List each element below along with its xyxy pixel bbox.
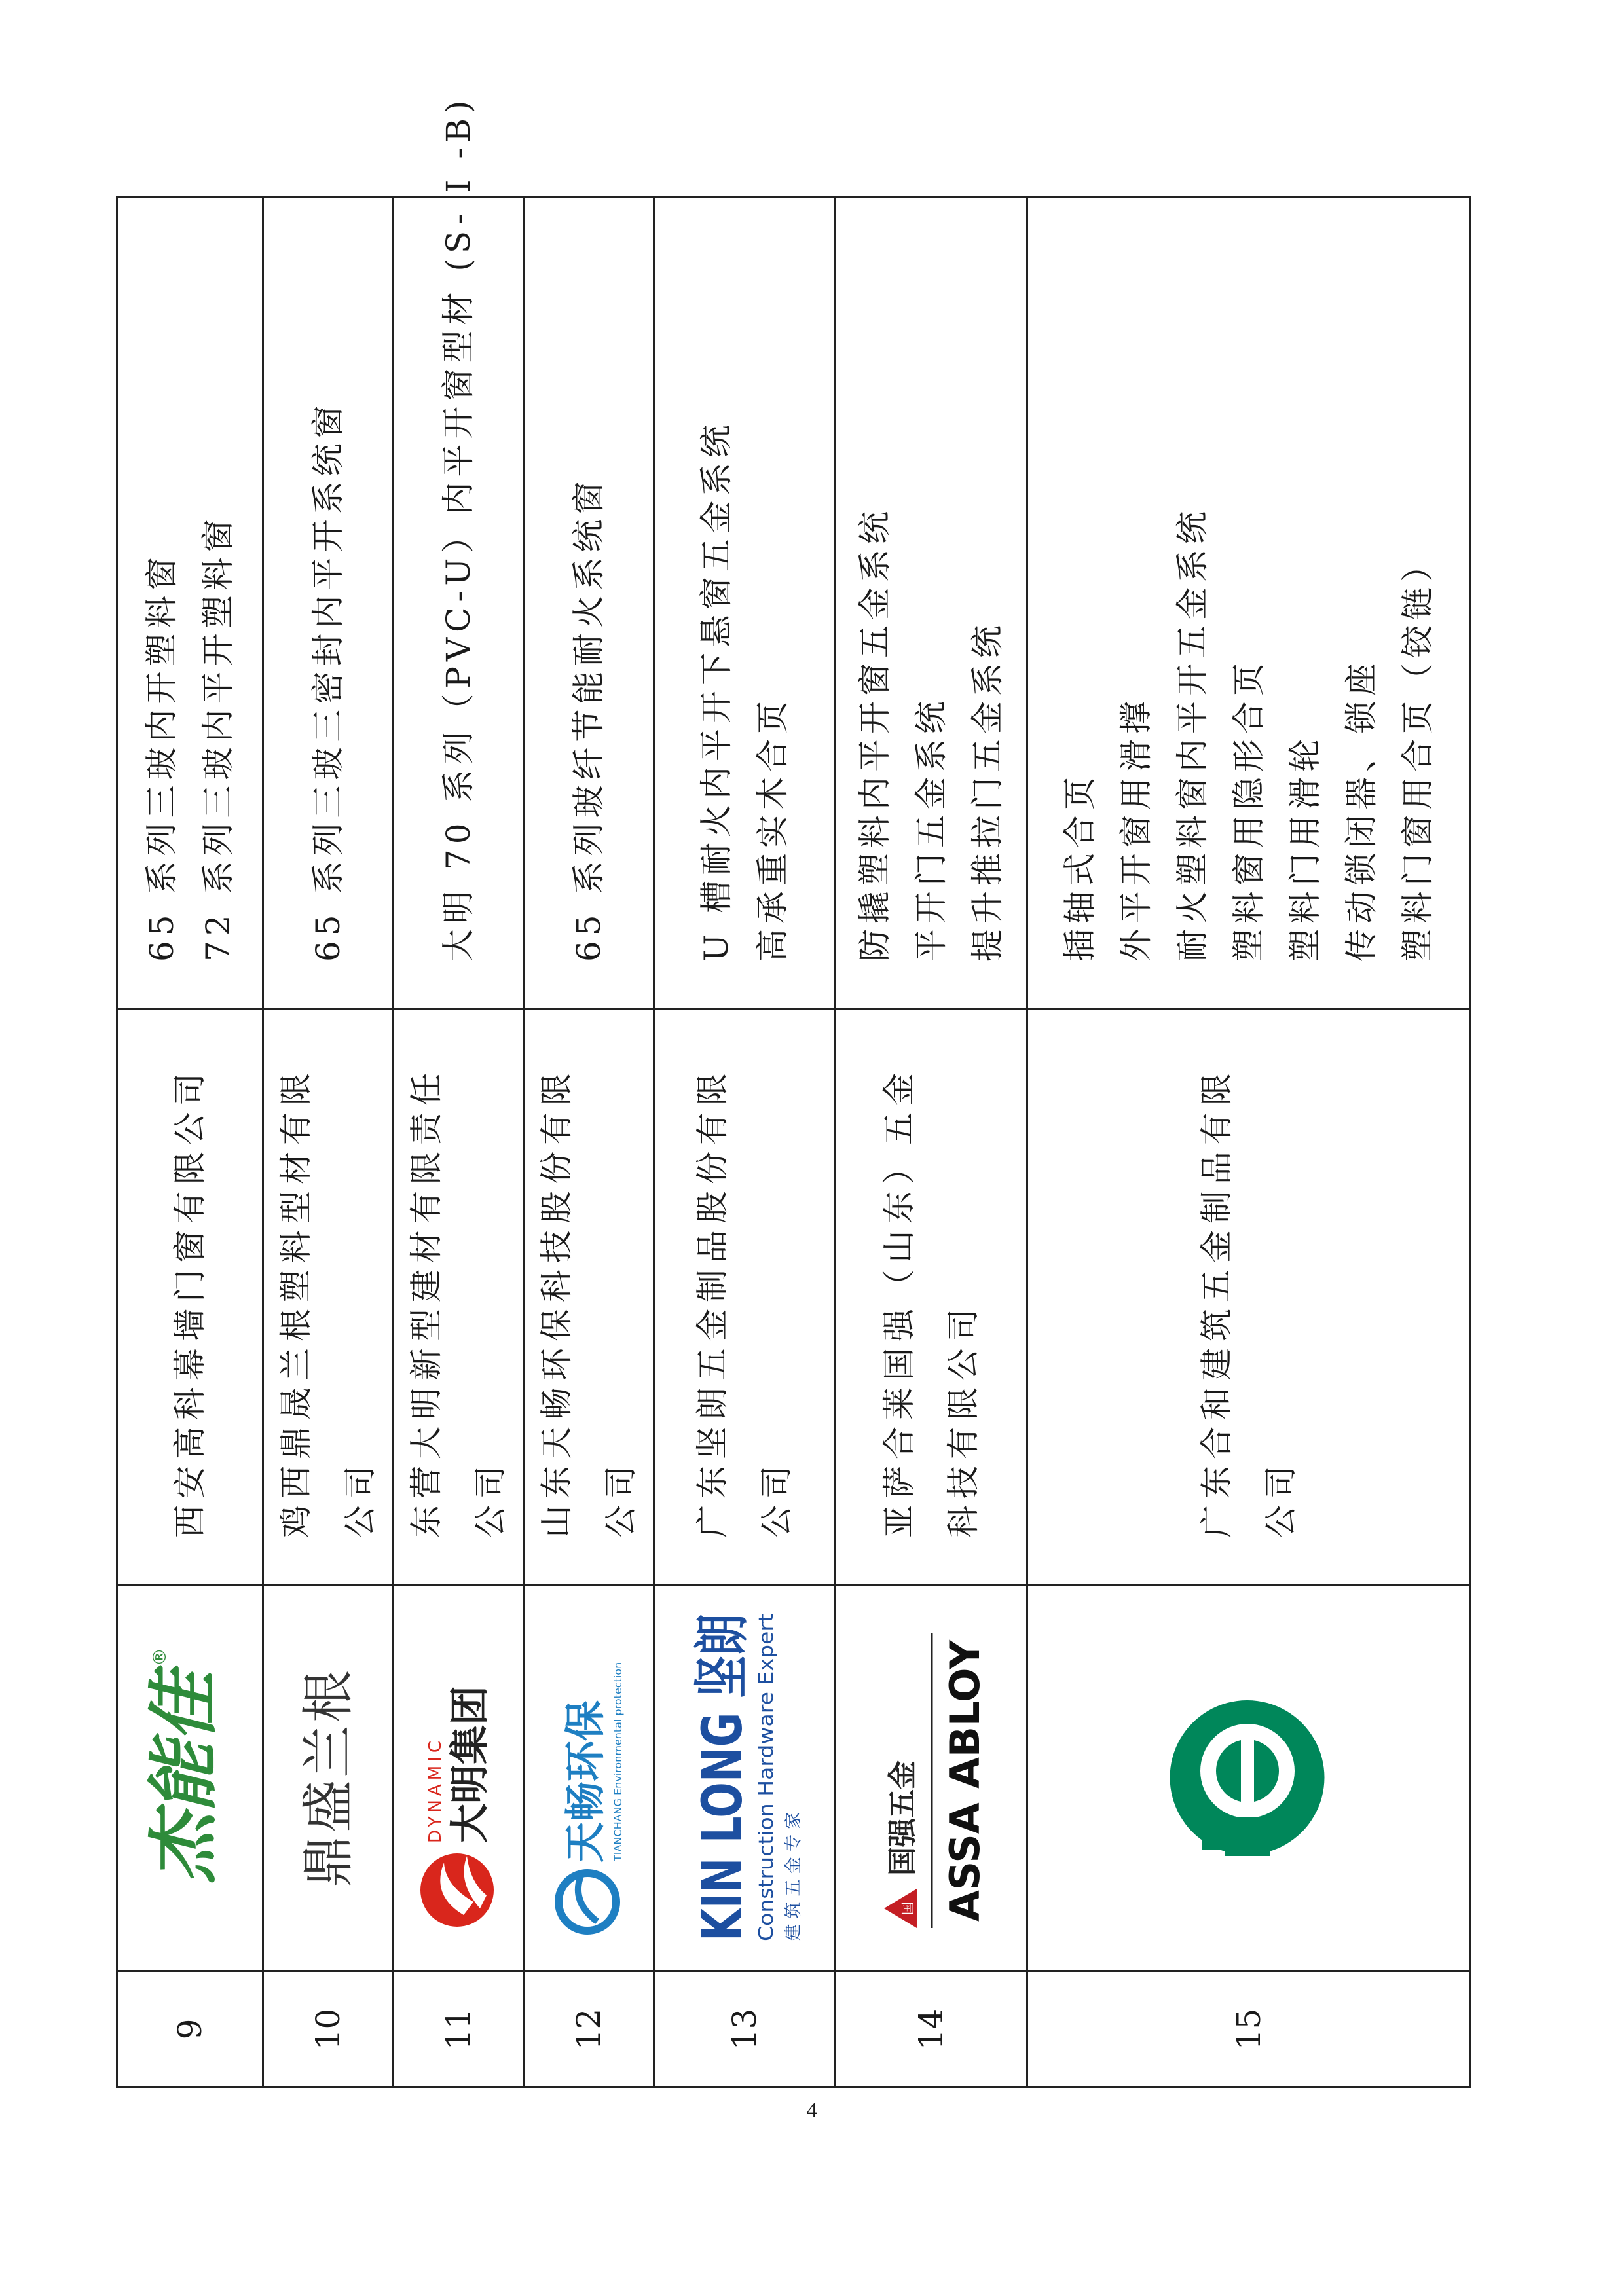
row-number: 11 <box>394 1971 524 2088</box>
logo-subtext-cn: 建 筑 五 金 专 家 <box>784 1812 803 1942</box>
product-item: 大明 70 系列（PVC-U）内平开窗型材 (S- I -B) <box>439 95 477 962</box>
row-number: 10 <box>263 1971 394 2088</box>
row-number: 14 <box>836 1971 1027 2088</box>
product-item: 外平开窗用滑撑 <box>1116 696 1155 962</box>
company-name: 东营大明新型建材有限责任公司 <box>394 1009 524 1585</box>
registered-mark: ® <box>149 1648 170 1667</box>
logo-text: KIN LONG 坚朗 <box>690 1601 754 1942</box>
hehe-logo <box>1156 1686 1339 1870</box>
product-item: 插轴式合页 <box>1060 772 1099 962</box>
row-number: 9 <box>117 1971 263 2088</box>
product-list <box>654 197 836 1009</box>
company-logo <box>117 1585 263 1971</box>
guoqiang-triangle-icon <box>884 1889 917 1929</box>
product-item: 65 系列三玻内开塑料窗 <box>143 552 181 962</box>
product-list <box>524 197 654 1009</box>
product-item: 塑料门窗用合页（铰链） <box>1398 544 1437 962</box>
guoqiang-assa-abloy-logo <box>855 1608 1005 1948</box>
company-logo <box>836 1585 1027 1971</box>
product-list <box>836 197 1027 1009</box>
company-name: 山东天畅环保科技股份有限公司 <box>524 1009 654 1585</box>
product-item: 传动锁闭器、锁座 <box>1342 658 1380 962</box>
product-item: 塑料门用滑轮 <box>1285 734 1324 962</box>
certification-table <box>116 95 1471 2088</box>
product-list <box>117 197 263 1009</box>
company-logo <box>263 1585 394 1971</box>
product-item: 65 系列玻纤节能耐火系统窗 <box>570 476 608 962</box>
logo-subtext: Construction Hardware Expert <box>755 1645 778 1942</box>
dingsheng-lansangen-logo <box>281 1608 373 1948</box>
product-item: U 槽耐火内平开下悬窗五金系统 <box>697 419 735 962</box>
company-name: 广东合和建筑五金制品有限公司 <box>1027 1009 1470 1585</box>
table-row <box>654 197 836 2088</box>
product-item: 塑料窗用隐形合页 <box>1229 658 1268 962</box>
product-list <box>263 197 394 1009</box>
hehe-emblem-icon <box>1170 1701 1324 1857</box>
logo-text: 杰能佳 <box>143 1671 225 1884</box>
table-row <box>117 197 263 2088</box>
table-row <box>1027 197 1470 2088</box>
row-number: 12 <box>524 1971 654 2088</box>
company-logo <box>394 1585 524 1971</box>
product-item: 提升推拉门五金系统 <box>969 620 1006 962</box>
logo-subtext: DYNAMIC <box>426 1737 445 1844</box>
row-number: 13 <box>654 1971 836 2088</box>
company-logo <box>524 1585 654 1971</box>
company-logo <box>1027 1585 1470 1971</box>
product-item: 72 系列三玻内平开塑料窗 <box>199 514 237 962</box>
daming-swirl-icon <box>420 1854 494 1927</box>
product-item: 防撬塑料内平开窗五金系统 <box>856 506 894 962</box>
table-row <box>394 197 524 2088</box>
tianchang-swirl-icon <box>559 1874 616 1931</box>
company-name: 鸡西鼎晟兰根塑料型材有限公司 <box>263 1009 394 1585</box>
table-row <box>524 197 654 2088</box>
row-number: 15 <box>1027 1971 1470 2088</box>
table-row <box>836 197 1027 2088</box>
logo-text: 天畅环保 <box>561 1700 609 1863</box>
kinlong-logo <box>668 1601 819 1955</box>
tianchang-logo <box>535 1608 640 1948</box>
product-item: 65 系列三玻三密封内平开系统窗 <box>309 400 347 962</box>
product-item: 平开门五金系统 <box>912 696 950 962</box>
product-list <box>394 95 524 1009</box>
jienengjia-logo <box>130 1608 248 1948</box>
table-row <box>263 197 394 2088</box>
svg-text:国: 国 <box>900 1902 915 1916</box>
page-number: 4 <box>806 2098 818 2123</box>
logo-subtext: TIANCHANG Environmental protection <box>612 1662 624 1862</box>
product-list <box>1027 197 1470 1009</box>
logo-text: 大明集团 <box>447 1686 493 1844</box>
product-item: 高承重实木合页 <box>754 696 792 962</box>
logo-text: 鼎盛兰根 <box>298 1667 359 1888</box>
logo-text: 国强五金 <box>886 1760 919 1876</box>
rotated-table-frame <box>116 95 1437 2088</box>
company-logo <box>654 1585 836 1971</box>
company-name: 亚萨合莱国强（山东）五金科技有限公司 <box>836 1009 1027 1585</box>
daming-group-logo <box>405 1608 509 1948</box>
company-name: 广东坚朗五金制品股份有限公司 <box>654 1009 836 1585</box>
company-name: 西安高科幕墙门窗有限公司 <box>117 1009 263 1585</box>
product-item: 耐火塑料窗内平开五金系统 <box>1173 506 1211 962</box>
logo-text-secondary: ASSA ABLOY <box>941 1639 989 1922</box>
